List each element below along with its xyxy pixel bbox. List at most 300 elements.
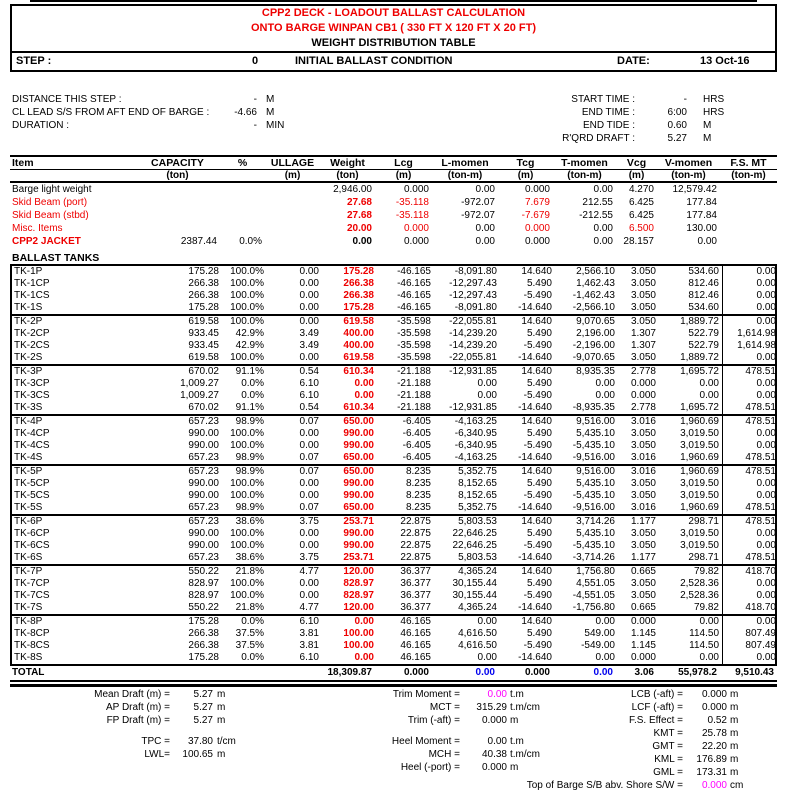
tank-cell: TK-2P (14, 316, 43, 327)
tank-cell: -35.598 (397, 352, 431, 363)
tank-cell: 619.58 (343, 352, 374, 363)
info-value: - (683, 94, 687, 105)
info-unit: M (266, 107, 275, 118)
tank-cell: 98.9% (235, 416, 264, 427)
title-box (10, 4, 777, 72)
date-value: 13 Oct-16 (700, 55, 750, 67)
tank-cell: -5.490 (523, 390, 552, 401)
tank-cell: TK-3CS (14, 390, 50, 401)
tank-cell: 478.51 (722, 516, 779, 528)
tank-cell: 0.54 (299, 402, 319, 413)
total-cell (135, 666, 220, 680)
summary-unit: m (730, 741, 739, 752)
tank-row (12, 652, 775, 664)
tank-cell: 534.60 (688, 302, 719, 313)
tank-cell: 1,960.69 (680, 502, 719, 513)
summary-unit: t/cm (217, 736, 236, 747)
tank-cell: 619.58 (188, 352, 219, 363)
tank-cell: TK-8P (14, 616, 43, 627)
tank-cell: 0.00 (299, 590, 319, 601)
info-row (450, 106, 724, 119)
tank-cell: 400.00 (343, 328, 374, 339)
summary-label: TPC = (141, 736, 170, 747)
tank-cell: 253.71 (343, 552, 374, 563)
tank-cell: 2,528.36 (680, 590, 719, 601)
tank-cell: -5.490 (523, 490, 552, 501)
weight-item-cell: 177.84 (686, 210, 717, 221)
weight-item-cell (220, 222, 265, 235)
ballast-tank-group-6 (12, 516, 775, 566)
tank-cell: 3.050 (630, 490, 656, 501)
tank-cell: 266.38 (188, 278, 219, 289)
tank-cell: 100.0% (230, 302, 264, 313)
step-row (12, 53, 775, 70)
info-unit: M (703, 133, 712, 144)
tank-cell: 253.71 (343, 516, 374, 527)
weight-item-cell: 6.500 (628, 223, 654, 234)
tank-cell: 4,365.24 (458, 602, 497, 613)
tank-cell: -5.490 (523, 640, 552, 651)
info-unit: MIN (266, 120, 285, 131)
ballast-tank-group-7 (12, 566, 775, 616)
weight-item-cell: CPP2 JACKET (12, 236, 81, 247)
tank-cell: 1,009.27 (180, 390, 219, 401)
step-condition: INITIAL BALLAST CONDITION (295, 55, 453, 67)
summary-value: 0.000 (701, 689, 727, 700)
tank-cell: 98.9% (235, 466, 264, 477)
tank-row (12, 578, 775, 590)
tank-cell: 100.0% (230, 490, 264, 501)
tank-cell: TK-6CS (14, 540, 50, 551)
tank-cell: 0.07 (299, 502, 319, 513)
tank-cell: 3.050 (630, 540, 656, 551)
summary-left (40, 688, 236, 761)
tank-cell: 100.0% (230, 528, 264, 539)
summary-value: 173.31 (696, 767, 727, 778)
fixed-weight-rows (10, 183, 777, 248)
tank-cell: 522.79 (688, 340, 719, 351)
tank-cell: 6.10 (299, 652, 319, 663)
summary-row (310, 714, 743, 727)
tank-cell: -14,239.20 (449, 340, 497, 351)
tank-cell: -6.405 (402, 452, 431, 463)
weight-item-row (10, 196, 777, 209)
tank-cell: 418.70 (722, 566, 779, 578)
tank-cell: 0.0% (241, 652, 264, 663)
tank-cell: -5,435.10 (572, 540, 615, 551)
tank-cell: 298.71 (688, 552, 719, 563)
tank-cell: 828.97 (188, 590, 219, 601)
tank-cell: 14.640 (521, 516, 552, 527)
tank-cell: -12,297.43 (449, 290, 497, 301)
tank-cell: 990.00 (188, 478, 219, 489)
tank-cell: 38.6% (235, 516, 264, 527)
tank-row (12, 540, 775, 552)
summary-label: LCB (-aft) = (631, 689, 683, 700)
summary-row (40, 701, 236, 714)
tank-cell: 5.490 (526, 478, 552, 489)
tank-cell: 0.00 (722, 390, 779, 402)
weight-item-row (10, 209, 777, 222)
tank-row (12, 352, 775, 364)
tank-cell: 1,889.72 (680, 352, 719, 363)
tank-cell: 0.000 (630, 390, 656, 401)
tank-cell: 3.81 (299, 628, 319, 639)
unit-cell: (ton-m) (731, 170, 766, 181)
tank-cell: -14.640 (518, 652, 552, 663)
tank-cell: -5,435.10 (572, 490, 615, 501)
tank-row (12, 402, 775, 414)
tank-cell: -46.165 (397, 278, 431, 289)
tank-cell: TK-7P (14, 566, 43, 577)
weight-item-cell: 2387.44 (180, 236, 217, 247)
tank-cell: 100.0% (230, 440, 264, 451)
tank-cell: 30,155.44 (452, 578, 497, 589)
tank-cell: 812.46 (688, 278, 719, 289)
tank-cell: 0.00 (722, 528, 779, 540)
tank-cell: 0.665 (630, 602, 656, 613)
header-cell: Vcg (626, 157, 647, 169)
tank-cell: 933.45 (188, 328, 219, 339)
header-cell: CAPACITY (151, 157, 204, 169)
tank-cell: 0.00 (354, 390, 374, 401)
tank-row (12, 302, 775, 314)
tank-cell: 0.00 (299, 490, 319, 501)
tank-cell: 0.00 (477, 652, 497, 663)
tank-cell: 4,365.24 (458, 566, 497, 577)
tank-cell: 0.00 (595, 378, 615, 389)
tank-cell: 0.00 (722, 578, 779, 590)
weight-item-cell: 0.00 (475, 223, 495, 234)
tank-cell: -14.640 (518, 602, 552, 613)
tank-cell: 0.00 (699, 652, 719, 663)
tank-row (12, 452, 775, 464)
tank-cell: 14.640 (521, 466, 552, 477)
tank-cell: 828.97 (343, 590, 374, 601)
tank-cell: 478.51 (722, 402, 779, 414)
weight-item-cell: 0.000 (403, 236, 429, 247)
tank-cell: 22,646.25 (452, 528, 497, 539)
tank-cell: 91.1% (235, 366, 264, 377)
tank-cell: 650.00 (343, 502, 374, 513)
tank-cell: 0.00 (299, 540, 319, 551)
tank-cell: 79.82 (693, 602, 719, 613)
summary-label: Heel Moment = (391, 736, 460, 747)
doc-title-line2: ONTO BARGE WINPAN CB1 ( 330 FT X 120 FT X 20 FT) (250, 22, 537, 34)
tank-cell: 2.778 (630, 402, 656, 413)
header-cell: F.S. MT (730, 157, 767, 169)
weight-item-cell: 0.000 (524, 236, 550, 247)
tank-cell: -8,091.80 (454, 302, 497, 313)
weight-item-cell: 0.00 (593, 184, 613, 195)
tank-cell: -35.598 (397, 328, 431, 339)
tank-cell: 990.00 (188, 490, 219, 501)
tank-cell: 0.00 (699, 378, 719, 389)
tank-cell: TK-3CP (14, 378, 50, 389)
tank-row (12, 416, 775, 428)
tank-cell: 550.22 (188, 602, 219, 613)
tank-cell: 100.0% (230, 316, 264, 327)
tank-cell: -6.405 (402, 428, 431, 439)
tank-cell: 0.00 (477, 378, 497, 389)
tank-cell: 5.490 (526, 628, 552, 639)
info-label: R'QRD DRAFT : (562, 133, 635, 144)
tank-cell: TK-7CP (14, 578, 50, 589)
tank-row (12, 266, 775, 278)
tank-cell: 0.00 (722, 290, 779, 302)
tank-cell: 5.490 (526, 578, 552, 589)
tank-cell: 46.165 (400, 628, 431, 639)
tank-cell: 3.050 (630, 578, 656, 589)
summary-label: Heel (-port) = (400, 762, 460, 773)
summary-label: Trim Moment = (392, 689, 460, 700)
unit-cell: (ton-m) (567, 170, 602, 181)
info-label: START TIME : (571, 94, 635, 105)
tank-cell: 990.00 (343, 478, 374, 489)
tank-cell: 3.49 (299, 328, 319, 339)
tank-cell: 0.00 (595, 616, 615, 627)
summary-unit: m (510, 762, 519, 773)
tank-cell: 1.307 (630, 328, 656, 339)
tank-cell: 5,803.53 (458, 516, 497, 527)
tank-cell: 657.23 (188, 416, 219, 427)
tank-cell: 0.00 (299, 428, 319, 439)
summary-row (310, 779, 743, 792)
tank-cell: 1.145 (630, 628, 656, 639)
tank-cell: 619.58 (188, 316, 219, 327)
unit-cell: (m) (395, 170, 412, 181)
weight-item-cell (135, 196, 220, 209)
tank-cell: 990.00 (188, 540, 219, 551)
tank-cell: 0.00 (722, 440, 779, 452)
tank-cell: 100.0% (230, 290, 264, 301)
unit-cell: (m) (284, 170, 301, 181)
unit-cell: (m) (628, 170, 645, 181)
tank-cell: -14.640 (518, 302, 552, 313)
summary-value: 0.000 (701, 702, 727, 713)
tank-cell: 266.38 (188, 628, 219, 639)
tank-cell: 3,714.26 (576, 516, 615, 527)
tank-cell: 0.00 (299, 440, 319, 451)
info-label: CL LEAD S/S FROM AFT END OF BARGE : (12, 107, 210, 118)
tank-row (12, 616, 775, 628)
tank-cell: 990.00 (343, 490, 374, 501)
date-label: DATE: (617, 55, 650, 67)
tank-cell: 8,152.65 (458, 490, 497, 501)
tank-cell: 0.00 (477, 616, 497, 627)
tank-cell: -35.598 (397, 316, 431, 327)
tank-cell: 298.71 (688, 516, 719, 527)
tank-cell: 3.75 (299, 516, 319, 527)
tank-cell: -12,931.85 (449, 366, 497, 377)
tank-cell: 0.00 (299, 528, 319, 539)
summary-value: 0.00 (487, 689, 507, 700)
summary-label: GML = (653, 767, 683, 778)
tank-cell: 1,889.72 (680, 316, 719, 327)
tank-cell: 2.778 (630, 366, 656, 377)
tank-cell: 1,009.27 (180, 378, 219, 389)
weight-item-cell (135, 183, 220, 196)
tank-cell: 3.016 (630, 452, 656, 463)
weight-item-cell: 12,579.42 (672, 184, 717, 195)
tank-cell: 100.00 (343, 640, 374, 651)
summary-value: 0.52 (707, 715, 727, 726)
summary-value: 100.65 (182, 749, 213, 760)
tank-cell: -6,340.95 (454, 428, 497, 439)
tank-row (12, 490, 775, 502)
tank-row (12, 328, 775, 340)
summary-unit: t.m/cm (510, 749, 540, 760)
summary-value: 0.000 (701, 780, 727, 791)
tank-cell: TK-4CS (14, 440, 50, 451)
tank-cell: 22,646.25 (452, 540, 497, 551)
total-cell (220, 666, 265, 680)
weight-item-cell (135, 209, 220, 222)
tank-cell: 0.00 (299, 266, 319, 277)
tank-cell: 5.490 (526, 328, 552, 339)
tank-cell: 14.640 (521, 616, 552, 627)
tank-cell: 175.28 (343, 302, 374, 313)
tank-cell: 3.050 (630, 440, 656, 451)
tank-cell: 8.235 (405, 478, 431, 489)
unit-cell: (ton-m) (447, 170, 483, 181)
tank-cell: 0.00 (299, 478, 319, 489)
tank-cell: 807.49 (722, 628, 779, 640)
tank-cell: 5.490 (526, 378, 552, 389)
tank-cell: -46.165 (397, 266, 431, 277)
tank-cell: 1,462.43 (576, 278, 615, 289)
weight-item-cell (265, 196, 320, 209)
tank-cell: 0.00 (722, 302, 779, 314)
tank-cell: -549.00 (581, 640, 615, 651)
tank-cell: 3.050 (630, 316, 656, 327)
summary-row (40, 714, 236, 727)
tank-row (12, 528, 775, 540)
tank-cell: -22,055.81 (449, 316, 497, 327)
info-value: 5.27 (667, 133, 687, 144)
summary-value: 0.00 (487, 736, 507, 747)
summary-label: MCH = (428, 749, 460, 760)
tank-cell: 0.00 (595, 652, 615, 663)
tank-cell: 990.00 (343, 428, 374, 439)
tank-cell: 175.28 (188, 652, 219, 663)
tank-cell: -21.188 (397, 366, 431, 377)
weight-item-cell (720, 222, 777, 235)
top-border-strip (30, 0, 757, 2)
tank-cell: 2,196.00 (576, 328, 615, 339)
tank-cell: -6.405 (402, 416, 431, 427)
summary-value: 5.27 (193, 702, 213, 713)
summary-label: MCT = (429, 702, 460, 713)
tank-row (12, 516, 775, 528)
tank-cell: 5.490 (526, 278, 552, 289)
tank-cell: 3.050 (630, 290, 656, 301)
tank-cell: -46.165 (397, 290, 431, 301)
tank-cell: TK-4P (14, 416, 43, 427)
tank-cell: 400.00 (343, 340, 374, 351)
weight-item-cell (720, 196, 777, 209)
tank-cell: 1.307 (630, 340, 656, 351)
tank-cell: 650.00 (343, 452, 374, 463)
weight-distribution-table (10, 155, 777, 687)
tank-cell: -21.188 (397, 378, 431, 389)
tank-cell: 0.0% (241, 616, 264, 627)
unit-cell (220, 170, 265, 181)
weight-item-cell: 6.425 (628, 210, 654, 221)
tank-cell: 1,614.98 (722, 328, 779, 340)
tank-cell: -21.188 (397, 402, 431, 413)
header-row (10, 155, 777, 170)
weight-item-cell: 0.00 (697, 236, 717, 247)
tank-cell: 990.00 (343, 540, 374, 551)
tank-cell: 3.050 (630, 352, 656, 363)
tank-cell: 14.640 (521, 316, 552, 327)
info-label: END TIME : (581, 107, 635, 118)
total-cell: 0.000 (524, 667, 550, 678)
tank-cell: 120.00 (343, 602, 374, 613)
summary-unit: m (730, 767, 739, 778)
weight-item-cell: 2,946.00 (333, 184, 372, 195)
summary-unit: t.m/cm (510, 702, 540, 713)
tank-cell: 0.00 (354, 378, 374, 389)
tank-cell: 22.875 (400, 540, 431, 551)
tank-cell: -21.188 (397, 390, 431, 401)
weight-item-cell: 0.00 (593, 223, 613, 234)
total-rule-bottom (10, 684, 777, 687)
tank-cell: 0.00 (722, 616, 779, 628)
summary-unit: m (730, 715, 739, 726)
tank-cell: 650.00 (343, 466, 374, 477)
summary-row (310, 766, 743, 779)
tank-cell: 650.00 (343, 416, 374, 427)
tank-cell: 36.377 (400, 566, 431, 577)
tank-cell: 21.8% (235, 602, 264, 613)
tank-cell: 37.5% (235, 628, 264, 639)
tank-cell: 3.050 (630, 266, 656, 277)
summary-value: 0.000 (481, 762, 507, 773)
tank-cell: 619.58 (343, 316, 374, 327)
summary-label: LCF (-aft) = (631, 702, 683, 713)
tank-row (12, 590, 775, 602)
tank-cell: 657.23 (188, 516, 219, 527)
tank-cell: 9,516.00 (576, 416, 615, 427)
tank-cell: 98.9% (235, 502, 264, 513)
tank-cell: -5.490 (523, 290, 552, 301)
tank-cell: -6,340.95 (454, 440, 497, 451)
tank-cell: 4,616.50 (458, 640, 497, 651)
info-label: DURATION : (12, 120, 70, 131)
summary-row (310, 727, 743, 740)
weight-item-cell: 4.270 (628, 184, 654, 195)
weight-item-cell: 0.000 (524, 223, 550, 234)
tank-cell: 610.34 (343, 366, 374, 377)
weight-item-cell (720, 209, 777, 222)
tank-cell: 807.49 (722, 640, 779, 652)
tank-cell: 990.00 (188, 528, 219, 539)
weight-item-cell: Skid Beam (port) (12, 197, 88, 208)
weight-item-cell: 130.00 (686, 223, 717, 234)
tank-cell: -12,297.43 (449, 278, 497, 289)
weight-item-cell: Skid Beam (stbd) (12, 210, 89, 221)
ballast-tank-group-1 (12, 266, 775, 316)
total-cell: 18,309.87 (327, 667, 372, 678)
tank-cell: 5,352.75 (458, 502, 497, 513)
ballast-tank-group-5 (12, 466, 775, 516)
tank-cell: 3,019.50 (680, 440, 719, 451)
weight-item-cell: -212.55 (579, 210, 613, 221)
weight-item-cell: 6.425 (628, 197, 654, 208)
tank-cell: 610.34 (343, 402, 374, 413)
